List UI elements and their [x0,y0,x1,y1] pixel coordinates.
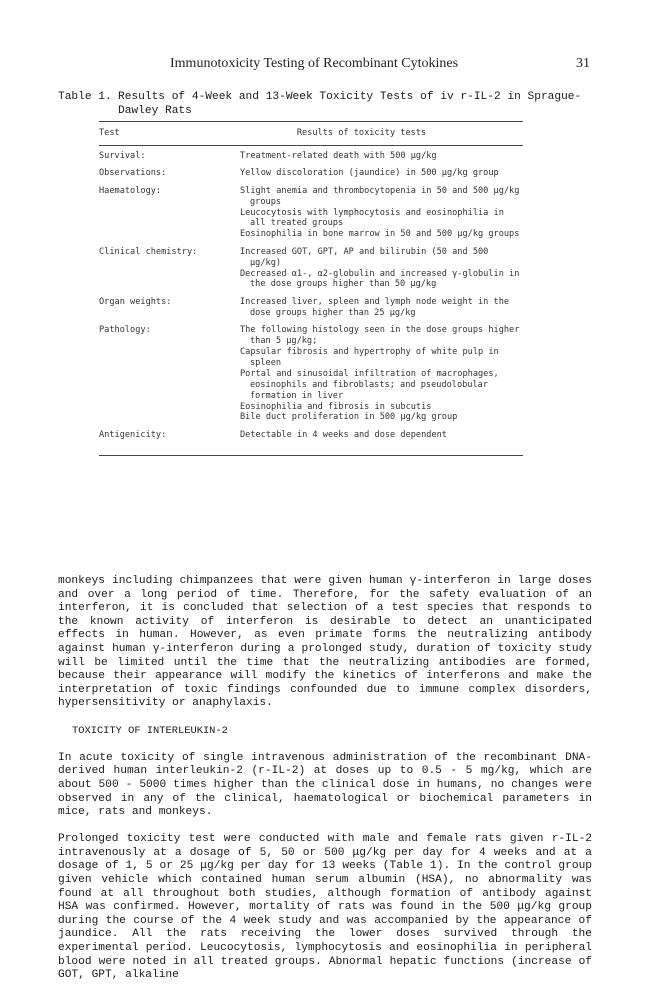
row-results [240,151,523,162]
row-test-label: Organ weights: [99,296,172,307]
result-entry: Leucocytosis with lymphocytosis and eosinophilia in all treated groups [240,207,504,229]
result-entry: The following histology seen in the dose groups higher than 5 μg/kg; [240,325,520,347]
paragraph: Prolonged toxicity test were conducted with male and female rats given r-IL-2 intravenously at a dosage of 5, 50 or 500 μg/kg per day for 4 weeks and at a dosage of 1, 5 or 25 μg/kg per day for 13 weeks (Table 1). In the control group given vehicle which contained human serum albumin (HSA), no abnormality was found at all throughout both studies, although formation of antibody against HSA was confirmed. However, mortality of rats was found in the 500 μg/kg group during the course of the 4 week study and was accompanied by the appearance of jaundice. All the rats receiving the lower doses survived through the experimental period. Leucocytosis, lymphocytosis and eosinophilia in peripheral blood were noted in all treated groups. Abnormal hepatic functions (increase of GOT, GPT, alkaline [58,833,592,982]
paragraph: monkeys including chimpanzees that were given human γ-interferon in large doses and over a long period of time. Therefore, for the safety evaluation of an interferon, it is concluded that selection of a test species that responds to the known activity of interferon is desirable to detect an unanticipated effects in human. However, as even primate forms the neutralizing antibody against human γ-interferon during a prolonged study, duration of toxicity study will be limited until the time that the neutralizing antibodies are formed, because their appearance will modify the kinetics of interferons and make the interpretation of toxic findings confounded due to immune complex disorders, hypersensitivity or anaphylaxis. [58,575,592,710]
table-body [99,146,523,455]
result-entry: Detectable in 4 weeks and dose dependent [240,429,447,440]
running-title: Immunotoxicity Testing of Recombinant Cytokines [170,56,459,71]
result-entry: Slight anemia and thrombocytopenia in 50 and 500 μg/kg groups [240,185,520,207]
table-row [99,297,523,319]
page-number: 31 [576,56,590,71]
column-header-results: Results of toxicity tests [296,128,427,138]
row-results [240,297,523,319]
toxicity-table [99,121,523,456]
row-test-label: Haematology: [99,185,162,196]
result-entry: Capsular fibrosis and hypertrophy of white pulp in spleen [240,347,499,368]
table-row [99,430,523,441]
table-caption-text: Results of 4-Week and 13-Week Toxicity Tests of iv r-IL-2 in Sprague-Dawley Rats [118,91,582,117]
column-header-test: Test [99,128,120,138]
table-label: Table 1. [58,91,112,103]
result-entry: Bile duct proliferation in 500 μg/kg group [240,412,458,423]
section-heading: TOXICITY OF INTERLEUKIN-2 [72,724,228,737]
table-row [99,168,523,179]
row-results [240,247,523,291]
row-results [240,430,523,441]
row-test-label: Antigenicity: [99,429,167,440]
row-test-label: Observations: [99,168,167,179]
result-entry: Eosinophilia in bone marrow in 50 and 500 μg/kg groups [240,229,520,240]
row-test-label: Clinical chemistry: [99,246,198,257]
table-row [99,325,523,423]
table-row [99,151,523,162]
result-entry: Increased liver, spleen and lymph node weight in the dose groups higher than 25 μg/kg [240,296,510,318]
row-test-label: Pathology: [99,325,151,336]
table-row [99,186,523,241]
result-entry: Decreased α1-, α2-globulin and increased γ-globulin in the dose groups higher than 50 μg/kg [240,268,520,290]
body-text [58,575,592,983]
row-results [240,186,523,241]
row-test-label: Survival: [99,150,146,161]
result-entry: Treatment-related death with 500 μg/kg [240,150,437,161]
table-bottom-rule [99,455,523,456]
table-row [99,247,523,291]
row-results [240,325,523,423]
result-entry: Portal and sinusoidal infiltration of macrophages, eosinophils and fibroblasts; and pseudolobular formation in liver [240,368,499,401]
paragraph: In acute toxicity of single intravenous administration of the recombinant DNA-derived human interleukin-2 (r-IL-2) at doses up to 0.5 - 5 mg/kg, which are about 500 - 5000 times higher than the clinical dose in humans, no changes were observed in any of the clinical, haematological or biochemical parameters in mice, rats and monkeys. [58,751,592,819]
result-entry: Yellow discoloration (jaundice) in 500 μg/kg group [240,168,499,179]
table-header-row [99,122,523,145]
result-entry: Increased GOT, GPT, AP and bilirubin (50 and 500 μg/kg) [240,246,489,268]
row-results [240,168,523,179]
result-entry: Eosinophilia and fibrosis in subcutis [240,401,432,412]
